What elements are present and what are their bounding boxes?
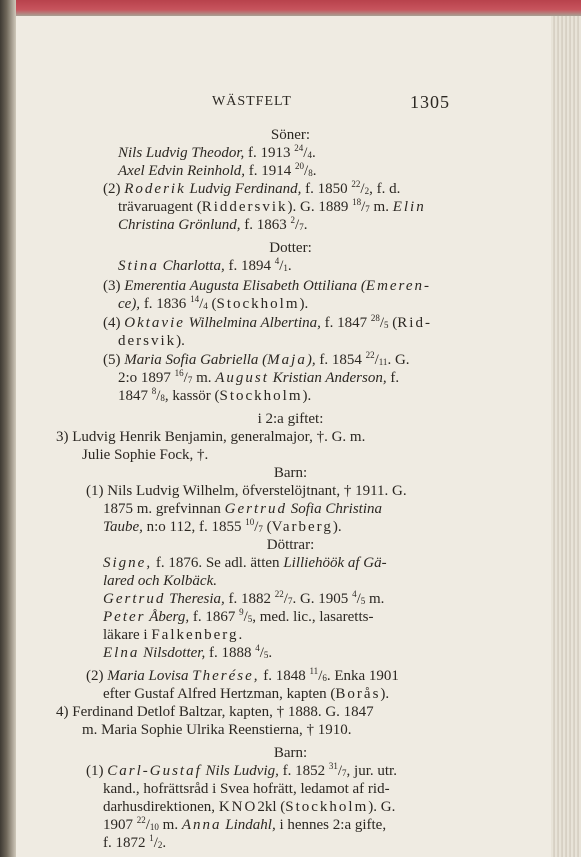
text-segment: Borås <box>335 686 381 702</box>
text-segment: (5) <box>103 352 125 368</box>
section-heading <box>0 465 581 482</box>
text-segment: läkare i <box>103 627 152 643</box>
text-segment: m. <box>158 817 182 833</box>
text-segment: Peter <box>103 609 146 625</box>
text-segment: / <box>259 645 264 661</box>
fraction-denominator: 8 <box>160 393 165 403</box>
text-segment: , jur. utr. <box>346 763 397 779</box>
fraction-denominator: 7 <box>187 375 193 385</box>
text-segment: Riddersvik <box>201 199 288 215</box>
fraction-numerator: 10 <box>245 517 255 527</box>
text-line <box>82 722 352 739</box>
text-segment: i 2:a giftet: <box>257 411 324 427</box>
text-segment: / <box>183 370 188 386</box>
text-segment: trävaruagent ( <box>118 199 202 215</box>
text-segment: / <box>356 591 361 607</box>
text-segment: / <box>283 591 288 607</box>
text-segment: Nils Ludvig Theodor, <box>118 145 245 161</box>
text-segment: / <box>360 181 365 197</box>
text-segment: . G. <box>387 352 410 368</box>
text-segment: Roderik <box>124 181 186 197</box>
text-segment: / <box>318 668 323 684</box>
text-segment: Emerentia Augusta Elisabeth Ottiliana ( <box>124 278 366 294</box>
text-segment: . <box>287 258 292 274</box>
text-line <box>103 555 387 572</box>
text-segment: , kassör ( <box>164 388 220 404</box>
text-segment: / <box>156 388 161 404</box>
text-segment: dersvik <box>118 333 177 349</box>
text-segment: f. 1913 <box>244 145 295 161</box>
text-segment: ). G. 1889 <box>287 199 353 215</box>
text-segment: . <box>162 835 167 851</box>
text-line <box>103 181 400 198</box>
text-line <box>118 296 308 313</box>
text-line <box>56 429 365 446</box>
text-segment: Lilliehöök af Gä- <box>283 555 387 571</box>
text-line <box>103 573 217 590</box>
text-segment: 1907 <box>103 817 137 833</box>
text-segment: ). <box>299 296 309 312</box>
fraction-numerator: 2 <box>290 215 296 225</box>
text-line <box>118 199 426 216</box>
fraction-denominator: 5 <box>360 596 366 606</box>
fraction-numerator: 14 <box>190 294 200 304</box>
text-segment: m. <box>369 199 393 215</box>
text-segment: / <box>199 296 204 312</box>
text-segment: Åberg, <box>149 609 190 625</box>
fraction-numerator: 4 <box>274 256 280 266</box>
text-segment: / <box>361 199 366 215</box>
text-segment: Theresia, <box>169 591 225 607</box>
fraction-numerator: 16 <box>174 368 184 378</box>
text-segment: f. 1850 <box>301 181 352 197</box>
text-segment: f. 1863 <box>240 217 291 233</box>
text-line <box>82 447 208 464</box>
fraction-numerator: 28 <box>370 313 380 323</box>
text-segment: (2) <box>103 181 125 197</box>
text-segment: Lindahl, <box>225 817 276 833</box>
text-segment: . <box>311 145 316 161</box>
text-segment: (1) <box>86 763 108 779</box>
text-segment: Taube, <box>103 519 143 535</box>
text-segment: n:o 112, f. 1855 <box>142 519 246 535</box>
text-segment: lared och Kolbäck. <box>103 573 218 589</box>
text-segment: 3) Ludvig Henrik Benjamin, generalmajor, †. G. m. <box>56 429 366 445</box>
text-segment: Christina Grönlund, <box>118 217 241 233</box>
fraction-denominator: 1 <box>283 263 288 273</box>
text-segment: f. 1848 <box>259 668 310 684</box>
fraction-numerator: 22 <box>136 815 146 825</box>
text-segment: Stina <box>118 258 159 274</box>
text-line <box>103 352 410 369</box>
fraction-denominator: 8 <box>308 168 313 178</box>
text-segment: / <box>295 217 300 233</box>
text-segment: Söner: <box>270 127 311 143</box>
fraction-denominator: 11 <box>378 357 388 367</box>
text-segment: f. 1852 <box>278 763 329 779</box>
text-segment: . <box>268 645 273 661</box>
text-segment: Carl-Gustaf <box>107 763 202 779</box>
text-segment: August <box>215 370 269 386</box>
text-segment: f. 1882 <box>224 591 275 607</box>
page-title: WÄSTFELT <box>212 94 292 109</box>
text-segment: Maria Sofia Gabriella ( <box>124 352 268 368</box>
text-line <box>86 668 399 685</box>
text-segment: Varberg <box>271 519 333 535</box>
section-heading <box>0 411 581 428</box>
text-line <box>118 163 316 180</box>
text-segment: Gertrud <box>103 591 166 607</box>
text-segment: Anna <box>181 817 222 833</box>
fraction-numerator: 18 <box>352 197 362 207</box>
text-segment: (3) <box>103 278 125 294</box>
text-line <box>103 609 373 626</box>
fraction-numerator: 22 <box>365 350 375 360</box>
text-segment: m. <box>192 370 216 386</box>
text-segment: Oktavie <box>124 315 185 331</box>
text-segment: / <box>145 817 150 833</box>
text-segment: f. 1872 <box>103 835 150 851</box>
text-segment: f. 1847 <box>320 315 371 331</box>
text-line <box>103 591 384 608</box>
text-line <box>118 388 311 405</box>
text-segment: darhusdirektionen, <box>103 799 219 815</box>
fraction-numerator: 31 <box>328 761 338 771</box>
text-segment: ). <box>302 388 312 404</box>
text-segment: Dotter: <box>269 240 312 256</box>
text-segment: / <box>304 163 309 179</box>
text-line <box>118 258 292 275</box>
text-segment: . <box>312 163 317 179</box>
text-line <box>103 686 389 703</box>
fraction-numerator: 1 <box>149 833 154 843</box>
text-segment: Therése, <box>192 668 260 684</box>
text-segment: Signe, <box>103 555 153 571</box>
text-segment: Ludvig Ferdinand, <box>189 181 302 197</box>
text-segment: 1847 <box>118 388 152 404</box>
page-number: 1305 <box>410 92 450 112</box>
text-line <box>103 645 272 662</box>
text-segment: , f. d. <box>369 181 401 197</box>
text-line <box>103 627 242 644</box>
text-segment: Maria Lovisa <box>107 668 189 684</box>
text-segment: . <box>303 217 308 233</box>
fraction-denominator: 4 <box>307 150 312 160</box>
text-segment: f. 1894 <box>224 258 275 274</box>
text-segment: KNO <box>218 799 258 815</box>
text-segment: Döttrar: <box>266 537 315 553</box>
text-segment: Maja <box>267 352 307 368</box>
fraction-denominator: 2 <box>157 840 163 850</box>
text-line <box>103 835 166 852</box>
fraction-numerator: 4 <box>255 643 260 653</box>
text-line <box>118 333 185 350</box>
text-segment: . <box>238 627 243 643</box>
text-line <box>118 217 307 234</box>
fraction-denominator: 7 <box>299 222 304 232</box>
fraction-numerator: 4 <box>352 589 357 599</box>
fraction-denominator: 5 <box>384 320 389 330</box>
text-segment: f. 1876. Se adl. ätten <box>152 555 284 571</box>
fraction-numerator: 20 <box>295 161 305 171</box>
text-segment: Stockholm <box>285 799 369 815</box>
text-segment: Stockholm <box>216 296 300 312</box>
text-segment: Elin <box>392 199 426 215</box>
text-segment: f. 1867 <box>189 609 240 625</box>
text-segment: f. <box>386 370 400 386</box>
fraction-denominator: 7 <box>365 204 370 214</box>
text-segment: efter Gustaf Alfred Hertzman, kapten ( <box>103 686 336 702</box>
fraction-numerator: 22 <box>351 179 361 189</box>
text-segment: m. <box>365 591 385 607</box>
text-segment: Sofia Christina <box>290 501 383 517</box>
text-segment: f. 1836 <box>140 296 191 312</box>
text-segment: / <box>379 315 385 331</box>
text-segment: / <box>153 835 158 851</box>
text-segment: ), <box>306 352 316 368</box>
text-segment: ). <box>332 519 342 535</box>
text-segment: Barn: <box>273 465 308 481</box>
text-segment: f. 1854 <box>315 352 366 368</box>
section-heading <box>0 240 581 257</box>
text-segment: Elna <box>103 645 140 661</box>
text-segment: (2) <box>86 668 108 684</box>
text-segment: / <box>243 609 248 625</box>
text-segment: ( <box>388 315 398 331</box>
fraction-denominator: 4 <box>203 301 208 311</box>
text-line <box>118 370 399 387</box>
fraction-denominator: 7 <box>258 524 263 534</box>
text-segment: ). <box>380 686 390 702</box>
text-segment: / <box>374 352 379 368</box>
text-line <box>103 781 390 798</box>
fraction-denominator: 6 <box>322 673 327 683</box>
text-segment: . Enka 1901 <box>326 668 399 684</box>
fraction-denominator: 5 <box>263 650 269 660</box>
text-segment: / <box>303 145 308 161</box>
text-segment: / <box>337 763 343 779</box>
text-segment: Stockholm <box>219 388 303 404</box>
text-line <box>86 483 407 500</box>
fraction-denominator: 5 <box>247 614 253 624</box>
fraction-numerator: 11 <box>309 666 319 676</box>
text-segment: . G. 1905 <box>292 591 353 607</box>
text-segment: 2:o 1897 <box>118 370 175 386</box>
text-line <box>103 817 386 834</box>
running-header <box>0 92 581 114</box>
text-segment: 4) Ferdinand Detlof Baltzar, kapten, † 1888. G. 1847 <box>56 704 374 720</box>
text-line <box>103 501 382 518</box>
fraction-numerator: 8 <box>151 386 157 396</box>
text-segment: 1875 m. grefvinnan <box>103 501 225 517</box>
text-segment: Wilhelmina Albertina, <box>188 315 321 331</box>
text-segment: Falkenberg <box>151 627 239 643</box>
text-segment: ). G. <box>368 799 396 815</box>
text-line <box>86 763 397 780</box>
text-line <box>103 519 342 536</box>
text-line <box>103 315 432 332</box>
fraction-numerator: 24 <box>294 143 304 153</box>
text-segment: Rid- <box>397 315 432 331</box>
text-line <box>56 704 374 721</box>
text-segment: Gertrud <box>224 501 287 517</box>
fraction-denominator: 2 <box>364 186 370 196</box>
text-line <box>118 145 316 162</box>
text-segment: Emeren- <box>365 278 431 294</box>
fraction-denominator: 10 <box>149 822 159 832</box>
text-segment: / <box>254 519 259 535</box>
section-heading <box>0 127 581 144</box>
text-line <box>103 278 431 295</box>
text-segment: (1) Nils Ludvig Wilhelm, öfverstelöjtnant, † 1911. G. <box>86 483 407 499</box>
text-segment: Nils Ludvig, <box>205 763 279 779</box>
fraction-numerator: 22 <box>274 589 284 599</box>
text-segment: f. 1888 <box>205 645 256 661</box>
text-segment: (4) <box>103 315 125 331</box>
text-segment: Nilsdotter, <box>143 645 206 661</box>
text-segment: Julie Sophie Fock, †. <box>82 447 209 463</box>
section-heading <box>0 745 581 762</box>
text-segment: , med. lic., lasaretts- <box>252 609 374 625</box>
text-segment: ( <box>262 519 272 535</box>
text-segment: Barn: <box>273 745 308 761</box>
section-heading <box>0 537 581 554</box>
text-segment: f. 1914 <box>245 163 296 179</box>
text-segment: kand., hofrättsråd i Svea hofrätt, ledamot af rid- <box>103 781 390 797</box>
text-segment: Axel Edvin Reinhold, <box>118 163 246 179</box>
text-segment: Charlotta, <box>162 258 225 274</box>
text-segment: i hennes 2:a gifte, <box>275 817 387 833</box>
text-segment: ( <box>207 296 217 312</box>
text-line <box>103 799 395 816</box>
fraction-denominator: 7 <box>287 596 293 606</box>
text-segment: Kristian Anderson, <box>272 370 387 386</box>
fraction-numerator: 9 <box>239 607 244 617</box>
text-segment: ce), <box>118 296 141 312</box>
text-segment: 2kl ( <box>257 799 286 815</box>
fraction-denominator: 7 <box>342 768 347 778</box>
book-top-edge <box>0 0 581 16</box>
text-segment: / <box>279 258 284 274</box>
text-segment: ). <box>176 333 185 349</box>
text-segment: m. Maria Sophie Ulrika Reenstierna, † 1910. <box>82 722 352 738</box>
